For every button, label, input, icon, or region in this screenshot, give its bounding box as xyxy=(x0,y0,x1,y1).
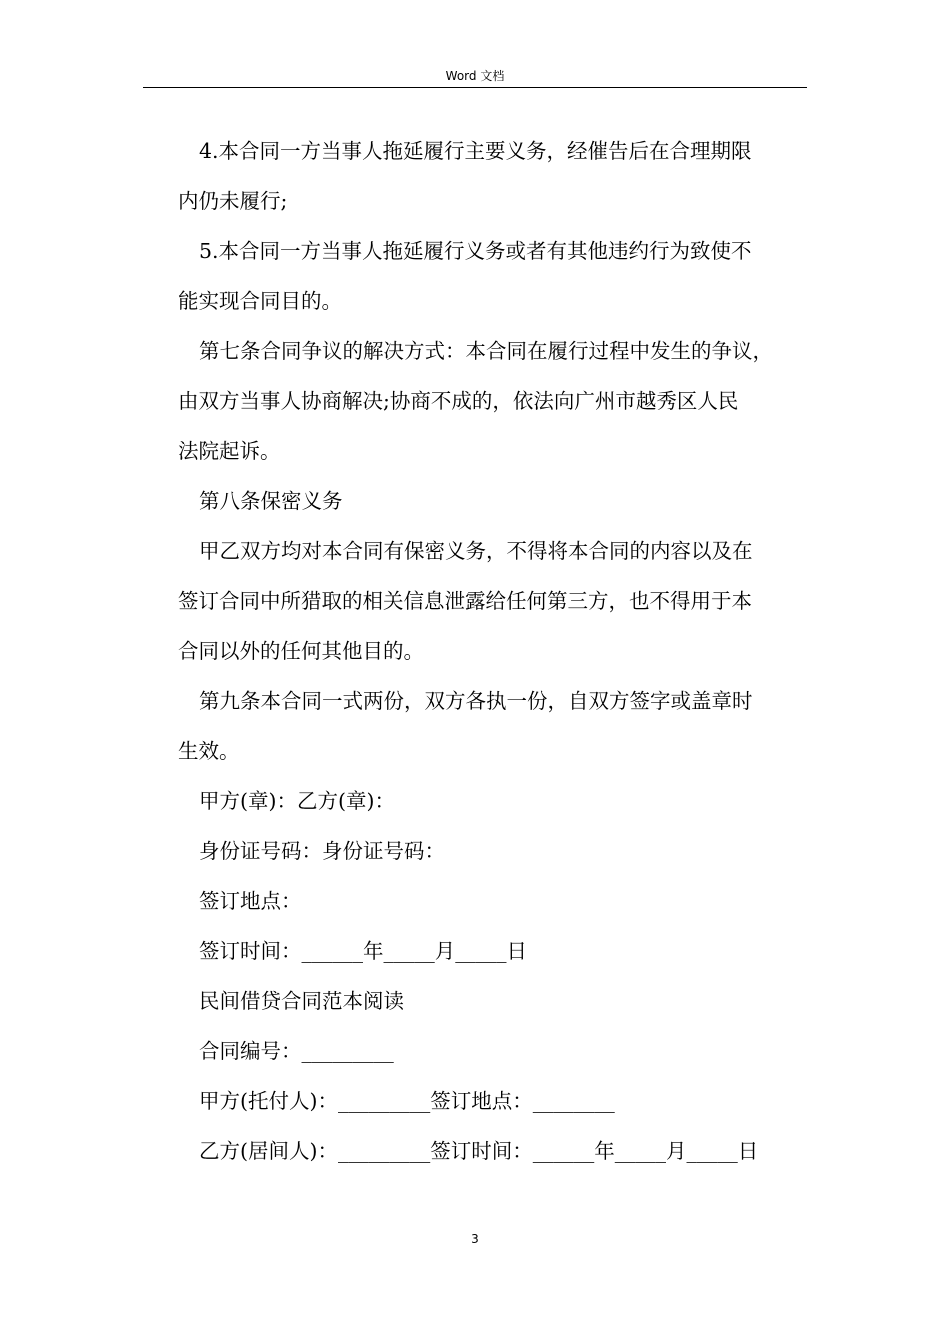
section-title: 民间借贷合同范本阅读 xyxy=(199,989,404,1013)
article-7-line-2: 由双方当事人协商解决;协商不成的，依法向广州市越秀区人民 xyxy=(178,389,739,413)
clause-5-line-2: 能实现合同目的。 xyxy=(178,289,342,313)
header-divider xyxy=(143,87,807,88)
clause-5-line-1: 5.本合同一方当事人拖延履行义务或者有其他违约行为致使不 xyxy=(199,239,752,263)
party-a-line: 甲方(托付人)：_________签订地点：________ xyxy=(199,1089,615,1113)
document-body xyxy=(178,126,810,1176)
signing-date-line: 签订时间：______年_____月_____日 xyxy=(199,939,527,963)
id-number-line: 身份证号码：身份证号码： xyxy=(199,839,445,863)
article-9-line-2: 生效。 xyxy=(178,739,240,763)
article-8-line-2: 签订合同中所猎取的相关信息泄露给任何第三方，也不得用于本 xyxy=(178,589,752,613)
clause-4-line-2: 内仍未履行; xyxy=(178,189,288,213)
article-8-line-1: 甲乙双方均对本合同有保密义务，不得将本合同的内容以及在 xyxy=(199,539,753,563)
signature-parties-line: 甲方(章)：乙方(章)： xyxy=(199,789,395,813)
party-b-line: 乙方(居间人)：_________签订时间：______年_____月_____日 xyxy=(199,1139,759,1163)
clause-4-line-1: 4.本合同一方当事人拖延履行主要义务，经催告后在合理期限 xyxy=(199,139,752,163)
article-8-heading: 第八条保密义务 xyxy=(199,489,343,513)
signing-place-line: 签订地点： xyxy=(199,889,302,913)
contract-number-line: 合同编号：_________ xyxy=(199,1039,394,1063)
article-8-line-3: 合同以外的任何其他目的。 xyxy=(178,639,424,663)
article-7-line-1: 第七条合同争议的解决方式：本合同在履行过程中发生的争议， xyxy=(199,339,773,363)
article-9-line-1: 第九条本合同一式两份，双方各执一份，自双方签字或盖章时 xyxy=(199,689,753,713)
page-number: 3 xyxy=(471,1232,479,1246)
article-7-line-3: 法院起诉。 xyxy=(178,439,281,463)
document-header-title: Word 文档 xyxy=(445,69,505,83)
